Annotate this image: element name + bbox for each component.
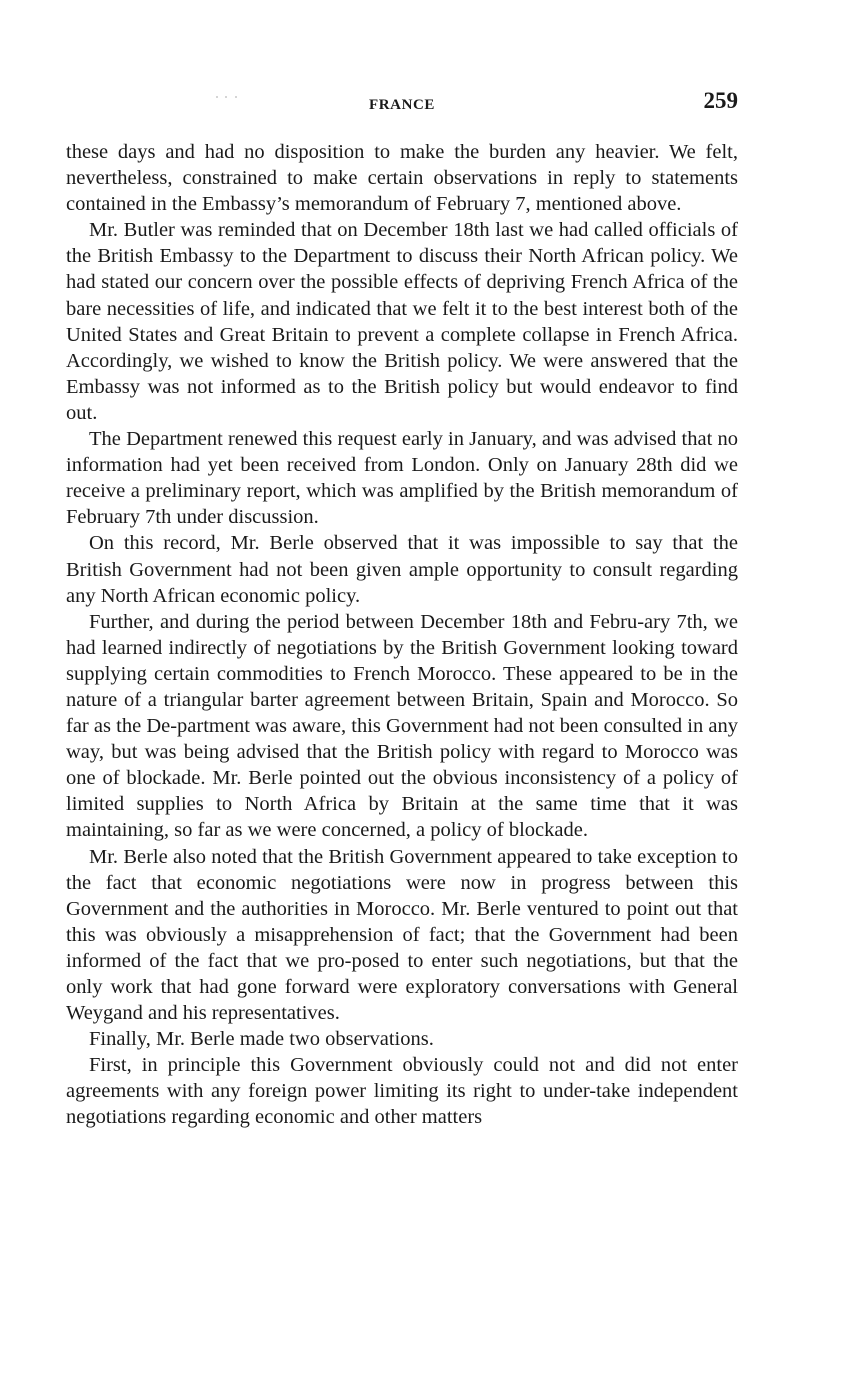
running-title: FRANCE [368,97,436,113]
page-number: 259 [703,88,738,113]
body-text [66,139,738,1131]
paragraph: Mr. Butler was reminded that on December 18th last we had called officials of the British Embassy to the Department to discuss their North African policy. We had stated our concern over the possible effects of depriving French Africa of the bare necessities of life, and indicated that we felt it to the best interest both of the United States and Great Britain to prevent a complete collapse in French Africa. Accordingly, we wished to know the British policy. We were answered that the Embassy was not informed as to the British policy but would endeavor to find out. [66,219,738,424]
paragraph: The Department renewed this request early in January, and was advised that no information had yet been received from London. Only on January 28th did we receive a preliminary report, which was amplified by the British memorandum of February 7th under discussion. [66,428,738,529]
running-head [66,88,738,122]
paragraph: On this record, Mr. Berle observed that it was impossible to say that the British Government had not been given ample opportunity to consult regarding any North African economic policy. [66,532,738,607]
paragraph: Further, and during the period between December 18th and Febru-ary 7th, we had learned indirectly of negotiations by the British Government looking toward supplying certain commodities to French Morocco. These appeared to be in the nature of a triangular barter agreement between Britain, Spain and Morocco. So far as the De-partment was aware, this Government had not been consulted in any way, but was being advised that the British policy with regard to Morocco was one of blockade. Mr. Berle pointed out the obvious inconsistency of a policy of limited supplies to North Africa by Britain at the same time that it was maintaining, so far as we were concerned, a policy of blockade. [66,610,738,842]
paragraph-continues: First, in principle this Government obviously could not and did not enter agreements with any foreign power limiting its right to under-take independent negotiations regarding economic and other matters [66,1054,738,1129]
paragraph: Finally, Mr. Berle made two observations. [89,1028,434,1051]
paragraph: Mr. Berle also noted that the British Government appeared to take exception to the fact that economic negotiations were now in progress between this Government and the authorities in Morocco. Mr. Berle ventured to point out that this was obviously a misapprehension of fact; that the Government had been informed of the fact that we pro-posed to enter such negotiations, but that the only work that had gone forward were exploratory conversations with General Weygand and his representatives. [66,845,738,1025]
paragraph-continued: these days and had no disposition to make the burden any heavier. We felt, nevertheless, constrained to make certain observations in reply to statements contained in the Embassy’s memorandum of February 7, mentioned above. [66,141,738,216]
